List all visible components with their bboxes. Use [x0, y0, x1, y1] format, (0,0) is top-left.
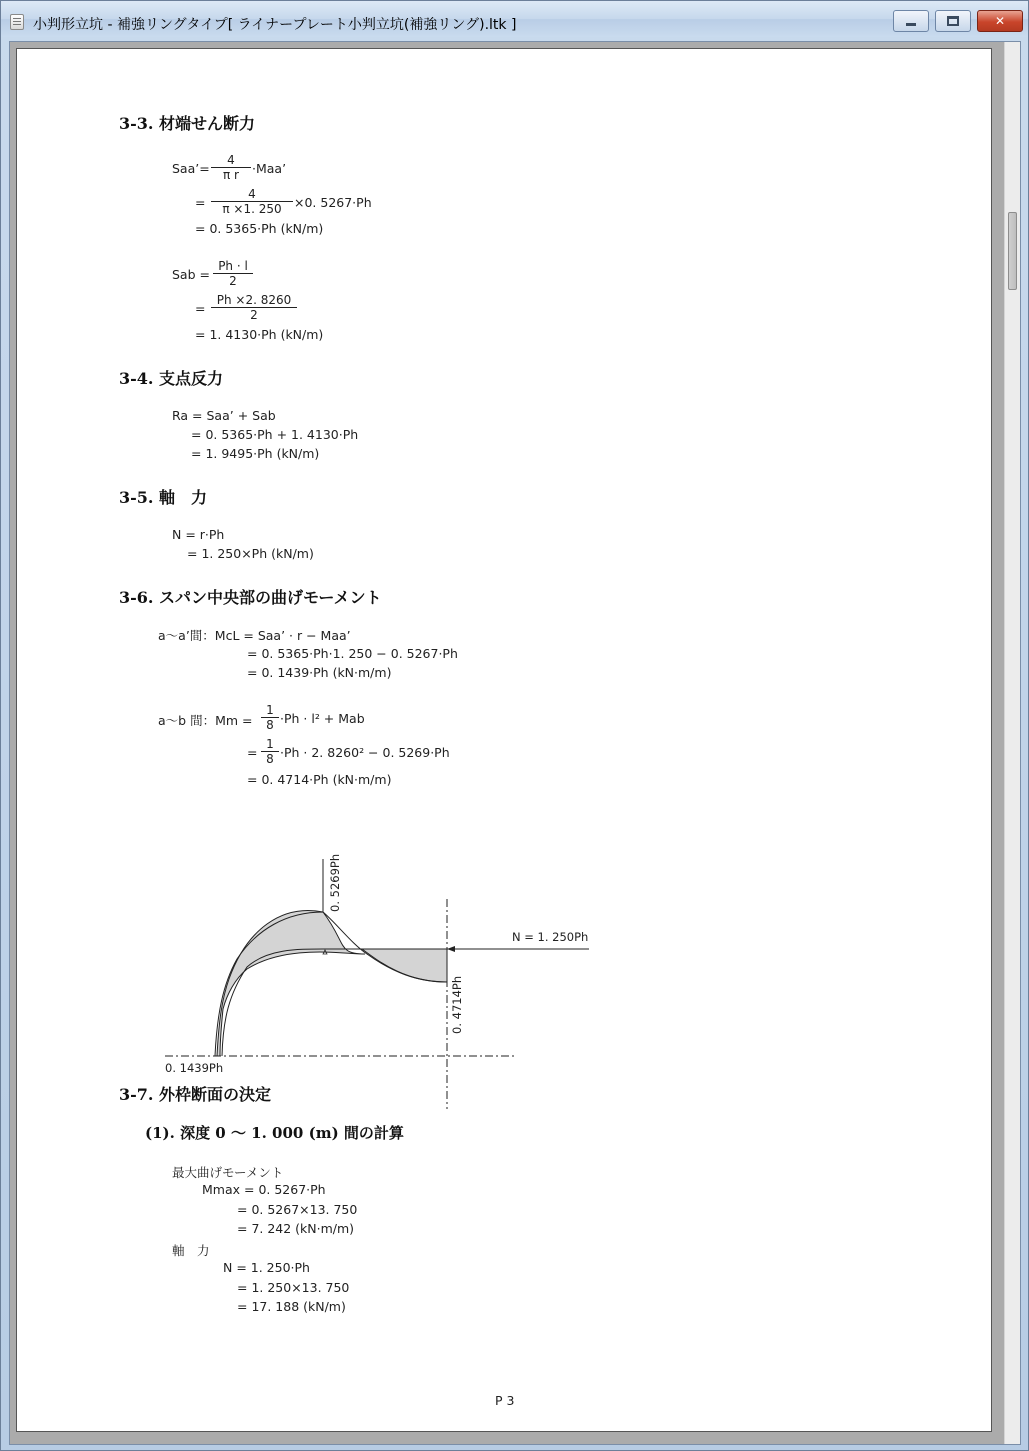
sab-eq: =	[195, 301, 206, 316]
axial-line-1: N = r·Ph	[172, 527, 225, 542]
document-viewer	[9, 41, 1021, 1445]
mmax-line-3: = 7. 242 (kN·m/m)	[237, 1221, 355, 1236]
subheading-depth: (1). 深度 0 ～ 1. 000 (m) 間の計算	[145, 1124, 404, 1142]
aa-line-2: = 0. 5365·Ph·1. 250 − 0. 5267·Ph	[247, 646, 458, 661]
mmax-line-2: = 0. 5267×13. 750	[237, 1202, 358, 1217]
sab-fraction-1	[213, 259, 253, 288]
moment-fill-right	[362, 949, 447, 982]
n-line-3: = 17. 188 (kN/m)	[237, 1299, 346, 1314]
label-midspan-moment: 0. 4714Ph	[450, 975, 464, 1034]
axial-force-title: 軸 力	[172, 1243, 210, 1258]
heading-3-4: 3-4. 支点反力	[119, 369, 224, 388]
fraction-numerator: 4	[211, 153, 251, 168]
heading-3-6: 3-6. スパン中央部の曲げモーメント	[119, 588, 382, 607]
fraction-numerator: Ph · l	[213, 259, 253, 274]
fraction-numerator: 1	[261, 703, 279, 718]
moment-diagram	[157, 804, 617, 1075]
fraction-denominator: 8	[266, 752, 274, 766]
fraction-denominator: π ×1. 250	[222, 202, 282, 216]
window-title: 小判形立坑 - 補強リングタイプ[ ライナープレート小判立坑(補強リング).ltk ]	[33, 17, 517, 33]
sab-fraction-2	[211, 293, 297, 322]
ra-line-1: Ra = Saa’ + Sab	[172, 408, 276, 423]
maximize-button[interactable]	[935, 10, 971, 32]
label-apex-moment: 0. 5269Ph	[328, 853, 342, 912]
saa-fraction-1	[211, 153, 251, 182]
close-icon: ✕	[994, 14, 1006, 28]
aa-line-1: a～a’間：McL = Saa’ · r − Maa’	[158, 628, 351, 643]
aa-line-3: = 0. 1439·Ph (kN·m/m)	[247, 665, 392, 680]
fraction-denominator: π r	[223, 168, 239, 182]
sab-result: = 1. 4130·Ph (kN/m)	[195, 327, 324, 342]
maximize-icon	[947, 16, 959, 26]
ab-eq: =	[247, 745, 258, 760]
heading-3-3: 3-3. 材端せん断力	[119, 114, 256, 133]
saa-lhs: Saa’=	[172, 161, 210, 176]
fraction-numerator: 4	[211, 187, 293, 202]
ab-f1-tail: ·Ph · l² + Mab	[280, 711, 365, 726]
ra-line-3: = 1. 9495·Ph (kN/m)	[191, 446, 320, 461]
minimize-icon	[906, 23, 916, 26]
ab-f2-tail: ·Ph · 2. 8260² − 0. 5269·Ph	[280, 745, 450, 760]
heading-3-7: 3-7. 外枠断面の決定	[119, 1085, 272, 1104]
mmax-line-1: Mmax = 0. 5267·Ph	[202, 1182, 326, 1197]
heading-3-5: 3-5. 軸 力	[119, 488, 208, 507]
saa-f1-tail: ·Maa’	[252, 161, 287, 176]
fraction-numerator: 1	[261, 737, 279, 752]
saa-eq: =	[195, 195, 206, 210]
fraction-denominator: 2	[250, 308, 258, 322]
fraction-numerator: Ph ×2. 8260	[211, 293, 297, 308]
minimize-button[interactable]	[893, 10, 929, 32]
close-button[interactable]	[977, 10, 1023, 32]
label-axial-force: N = 1. 250Ph	[512, 930, 589, 944]
n-line-2: = 1. 250×13. 750	[237, 1280, 350, 1295]
ab-result: = 0. 4714·Ph (kN·m/m)	[247, 772, 392, 787]
n-line-1: N = 1. 250·Ph	[223, 1260, 310, 1275]
ra-line-2: = 0. 5365·Ph + 1. 4130·Ph	[191, 427, 359, 442]
title-bar[interactable]	[1, 1, 1028, 37]
saa-f2-tail: ×0. 5267·Ph	[294, 195, 372, 210]
scrollbar-thumb[interactable]	[1008, 212, 1017, 290]
report-page	[16, 48, 992, 1432]
fraction-denominator: 2	[229, 274, 237, 288]
fraction-denominator: 8	[266, 718, 274, 732]
page-number: P 3	[495, 1393, 515, 1408]
axial-line-2: = 1. 250×Ph (kN/m)	[187, 546, 314, 561]
saa-fraction-2	[211, 187, 293, 216]
max-moment-title: 最大曲げモーメント	[172, 1165, 284, 1180]
ab-fraction-2	[261, 737, 279, 766]
document-icon	[10, 14, 24, 30]
sab-lhs: Sab =	[172, 267, 210, 282]
ab-lhs: a～b 間：Mm =	[158, 713, 253, 728]
saa-result: = 0. 5365·Ph (kN/m)	[195, 221, 324, 236]
vertical-scrollbar[interactable]	[1004, 42, 1020, 1444]
axial-force-arrowhead	[447, 946, 455, 952]
label-end-moment: 0. 1439Ph	[165, 1061, 224, 1075]
ab-fraction-1	[261, 703, 279, 732]
